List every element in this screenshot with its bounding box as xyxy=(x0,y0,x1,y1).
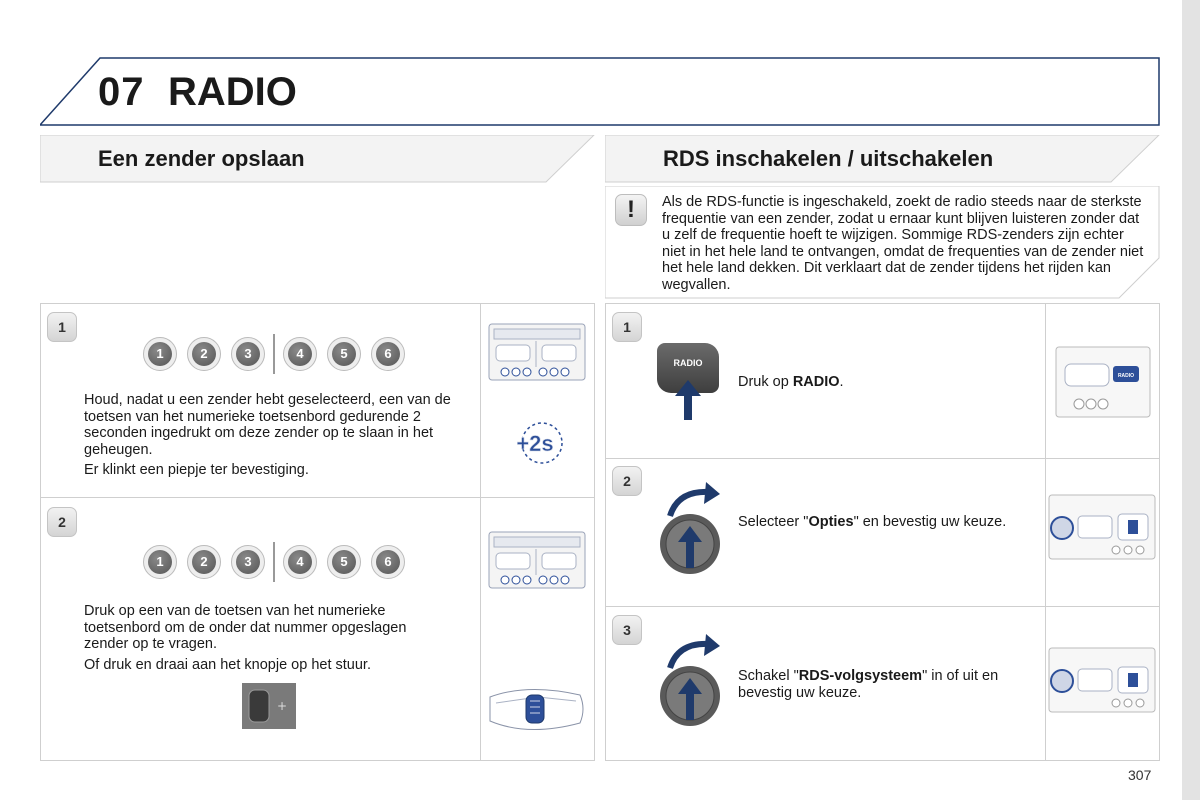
numeric-keypad xyxy=(143,334,415,374)
section-title-rds xyxy=(605,135,1160,183)
section-title-store-station xyxy=(40,135,595,183)
steering-knob-icon xyxy=(242,683,296,729)
radio-unit-illustration xyxy=(1048,494,1156,560)
rotary-knob-icon xyxy=(656,482,726,588)
numeric-keypad xyxy=(143,542,415,582)
preset-button-6: 6 xyxy=(371,337,405,371)
preset-button-2: 2 xyxy=(187,545,221,579)
svg-text:+: + xyxy=(276,699,288,713)
radio-unit-illustration xyxy=(488,323,586,381)
preset-button-3: 3 xyxy=(231,337,265,371)
page-edge-strip xyxy=(1182,0,1200,800)
radio-unit-illustration xyxy=(1048,647,1156,713)
svg-text:+2s: +2s xyxy=(516,431,554,456)
radio-key-icon: RADIO xyxy=(657,343,719,393)
right-steps-panel xyxy=(605,303,1160,761)
radio-unit-illustration xyxy=(1055,346,1151,418)
step-description: Selecteer "Opties" en bevestig uw keuze. xyxy=(738,514,1007,530)
preset-button-5: 5 xyxy=(327,337,361,371)
rotary-knob-icon xyxy=(656,634,726,740)
left-steps-panel xyxy=(40,303,595,761)
svg-text:RADIO: RADIO xyxy=(1117,373,1135,379)
section-title-text: RDS inschakelen / uitschakelen xyxy=(663,146,994,171)
step-badge: 2 xyxy=(612,466,642,496)
step-badge: 2 xyxy=(47,507,77,537)
step-description: Druk op RADIO. xyxy=(738,374,844,390)
chapter-title: RADIO xyxy=(168,70,297,114)
radio-unit-illustration xyxy=(488,531,586,589)
press-arrow-icon xyxy=(675,380,701,420)
hold-duration-icon xyxy=(507,420,567,466)
chapter-header xyxy=(40,57,1160,127)
preset-button-5: 5 xyxy=(327,545,361,579)
exclamation-icon: ! xyxy=(615,194,647,226)
step-badge: 1 xyxy=(612,312,642,342)
step-description: Houd, nadat u een zender hebt geselecteerd, een van de toetsen van het numerieke toetsenbord gedurende 2 seconden ingedrukt om deze zender op te slaan in het geheugen. Er klinkt een piepje ter bevestiging. xyxy=(84,392,451,478)
step-badge: 3 xyxy=(612,615,642,645)
preset-button-2: 2 xyxy=(187,337,221,371)
preset-button-3: 3 xyxy=(231,545,265,579)
step-badge: 1 xyxy=(47,312,77,342)
preset-button-4: 4 xyxy=(283,545,317,579)
rds-warning-box xyxy=(605,186,1160,299)
preset-button-4: 4 xyxy=(283,337,317,371)
section-title-text: Een zender opslaan xyxy=(98,146,305,171)
step-description: Druk op een van de toetsen van het numerieke toetsenbord om de onder dat nummer opgeslagen zender op te vragen. Of druk en draai aan het knopje op het stuur. xyxy=(84,603,407,673)
step-description: Schakel "RDS-volgsysteem" in of uit en bevestig uw keuze. xyxy=(738,668,999,701)
steering-control-illustration xyxy=(488,679,588,739)
preset-button-1: 1 xyxy=(143,337,177,371)
chapter-number: 07 xyxy=(98,70,145,114)
preset-button-6: 6 xyxy=(371,545,405,579)
preset-button-1: 1 xyxy=(143,545,177,579)
page-number: 307 xyxy=(1128,767,1152,783)
warning-text: Als de RDS-functie is ingeschakeld, zoekt de radio steeds naar de sterkste frequentie van een zender, zodat u ernaar kunt blijven luisteren zonder dat u zelf de frequentie hoeft te wijzigen. Sommige RDS-zenders zijn echter niet in het hele land te ontvangen, omdat de frequenties van de zender niet het hele land dekken. Dit verklaart dat de zender tijdens het rijden kan wegvallen. xyxy=(662,194,1144,293)
